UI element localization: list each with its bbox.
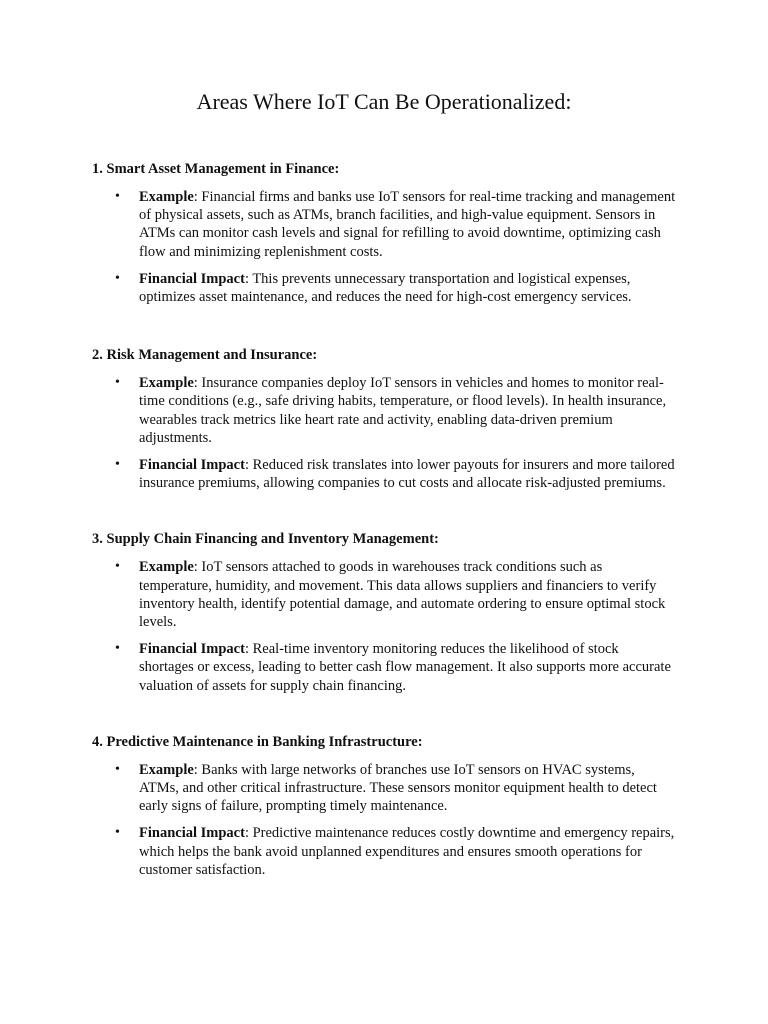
- item-text: : Financial firms and banks use IoT sensors for real-time tracking and management of physical assets, such as ATMs, branch facilities, and high-value equipment. Sensors in ATMs can monitor cash levels and signal for refilling to avoid downtime, optimizing cash flow and minimizing replenishment costs.: [139, 189, 676, 260]
- item-text: : Insurance companies deploy IoT sensors in vehicles and homes to monitor real-time conditions (e.g., safe driving habits, temperature, or flood levels). In health insurance, wearables track metrics like heart rate and activity, enabling data-driven premium adjustments.: [139, 375, 667, 446]
- item-term: Example: [139, 761, 194, 778]
- list-item: [92, 824, 676, 879]
- section-supply-chain: [92, 530, 676, 694]
- bullet-icon: •: [115, 761, 120, 777]
- list-item: [92, 456, 676, 492]
- page-title: Areas Where IoT Can Be Operationalized:: [196, 89, 572, 114]
- item-text: : Banks with large networks of branches use IoT sensors on HVAC systems, ATMs, and other critical infrastructure. These sensors monitor equipment health to detect early signs of failure, prompting timely maintenance.: [139, 761, 657, 815]
- list-item: [92, 558, 676, 631]
- item-text: : IoT sensors attached to goods in warehouses track conditions such as temperature, humidity, and movement. This data allows suppliers and financiers to verify inventory health, identify potential damage, and automate ordering to ensure optimal stock levels.: [139, 559, 666, 631]
- section-predictive-maintenance: [92, 733, 676, 879]
- item-text: : This prevents unnecessary transportation and logistical expenses, optimizes asset maintenance, and reduces the need for high-cost emergency services.: [139, 270, 632, 306]
- item-term: Example: [139, 189, 194, 205]
- item-term: Example: [139, 375, 194, 392]
- bullet-list: [92, 558, 676, 694]
- item-term: Financial Impact: [139, 457, 245, 474]
- bullet-icon: •: [115, 270, 120, 286]
- bullet-icon: •: [115, 189, 120, 204]
- list-item: [92, 270, 676, 306]
- list-item: [92, 761, 676, 816]
- item-term: Example: [139, 559, 194, 576]
- section-smart-asset-management: [92, 160, 676, 306]
- bullet-list: [92, 374, 676, 492]
- bullet-icon: •: [115, 375, 120, 391]
- item-term: Financial Impact: [139, 270, 245, 287]
- section-risk-management: [92, 346, 676, 492]
- item-term: Financial Impact: [139, 641, 245, 658]
- item-text: : Reduced risk translates into lower payouts for insurers and more tailored insurance premiums, allowing companies to cut costs and allocate risk-adjusted premiums.: [139, 457, 675, 492]
- bullet-icon: •: [115, 825, 120, 841]
- section-heading: 2. Risk Management and Insurance:: [92, 347, 318, 364]
- item-text: : Real-time inventory monitoring reduces the likelihood of stock shortages or excess, leading to better cash flow management. It also supports more accurate valuation of assets for supply chain financing.: [139, 641, 671, 694]
- list-item: [92, 640, 676, 695]
- list-item: [92, 188, 676, 261]
- section-heading: 4. Predictive Maintenance in Banking Infrastructure:: [92, 733, 423, 750]
- bullet-icon: •: [115, 457, 120, 473]
- bullet-icon: •: [115, 559, 120, 575]
- section-heading: 3. Supply Chain Financing and Inventory Management:: [92, 531, 439, 548]
- section-heading: 1. Smart Asset Management in Finance:: [92, 161, 340, 177]
- bullet-list: [92, 188, 676, 306]
- item-text: : Predictive maintenance reduces costly downtime and emergency repairs, which helps the bank avoid unplanned expenditures and ensures smooth operations for customer satisfaction.: [139, 825, 675, 878]
- bullet-icon: •: [115, 641, 120, 657]
- bullet-list: [92, 761, 676, 879]
- list-item: [92, 374, 676, 447]
- item-term: Financial Impact: [139, 825, 245, 842]
